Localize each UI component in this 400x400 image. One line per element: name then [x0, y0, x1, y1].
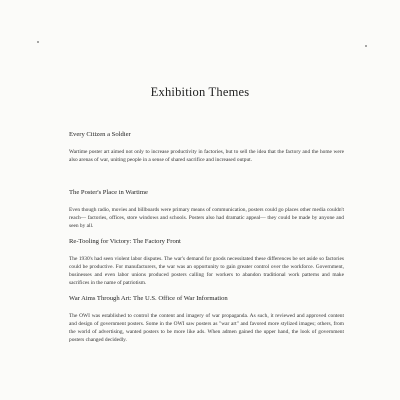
section-war-aims-through-art: [69, 295, 344, 344]
section-body: Wartime poster art aimed not only to increase productivity in factories, but to sell the idea that the factory and the home were also arenas of war, uniting people in a sense of shared sacrifice and increased output.: [69, 149, 344, 163]
section-body: The 1930's had seen violent labor disputes. The war's demand for goods necessitated these differences be set aside so factories could be productive. For manufacturers, the war was an opportunity to gain greater control over the workforce. Government, businesses and even labor unions produced posters calling for workers to abandon traditional work patterns and make sacrifices in the name of patriotism.: [69, 256, 344, 286]
section-posters-place-in-wartime: [69, 189, 344, 230]
section-heading: The Poster's Place in Wartime: [69, 189, 148, 196]
section-heading: Every Citizen a Soldier: [69, 131, 131, 138]
section-every-citizen-a-soldier: [69, 131, 344, 164]
section-heading: Re-Tooling for Victory: The Factory Front: [69, 238, 181, 245]
section-body: Even though radio, movies and billboards were primary means of communication, posters could go places other media couldn't reach— factories, offices, store windows and schools. Posters also had dramatic appeal— they could be made by anyone and seen by all.: [69, 207, 344, 229]
scan-speck: [365, 45, 367, 47]
section-re-tooling-for-victory: [69, 238, 344, 287]
scan-speck: [37, 41, 39, 43]
page-title: Exhibition Themes: [150, 85, 250, 99]
section-body: The OWI was established to control the content and imagery of war propaganda. As such, it reviewed and approved content and design of government posters. Some in the OWI saw posters as "war art" and favored more stylized images; others, from the world of advertising, wanted posters to be more like ads. When admen gained the upper hand, the look of government posters changed decidedly.: [69, 313, 344, 343]
section-heading: War Aims Through Art: The U.S. Office of War Information: [69, 295, 228, 302]
